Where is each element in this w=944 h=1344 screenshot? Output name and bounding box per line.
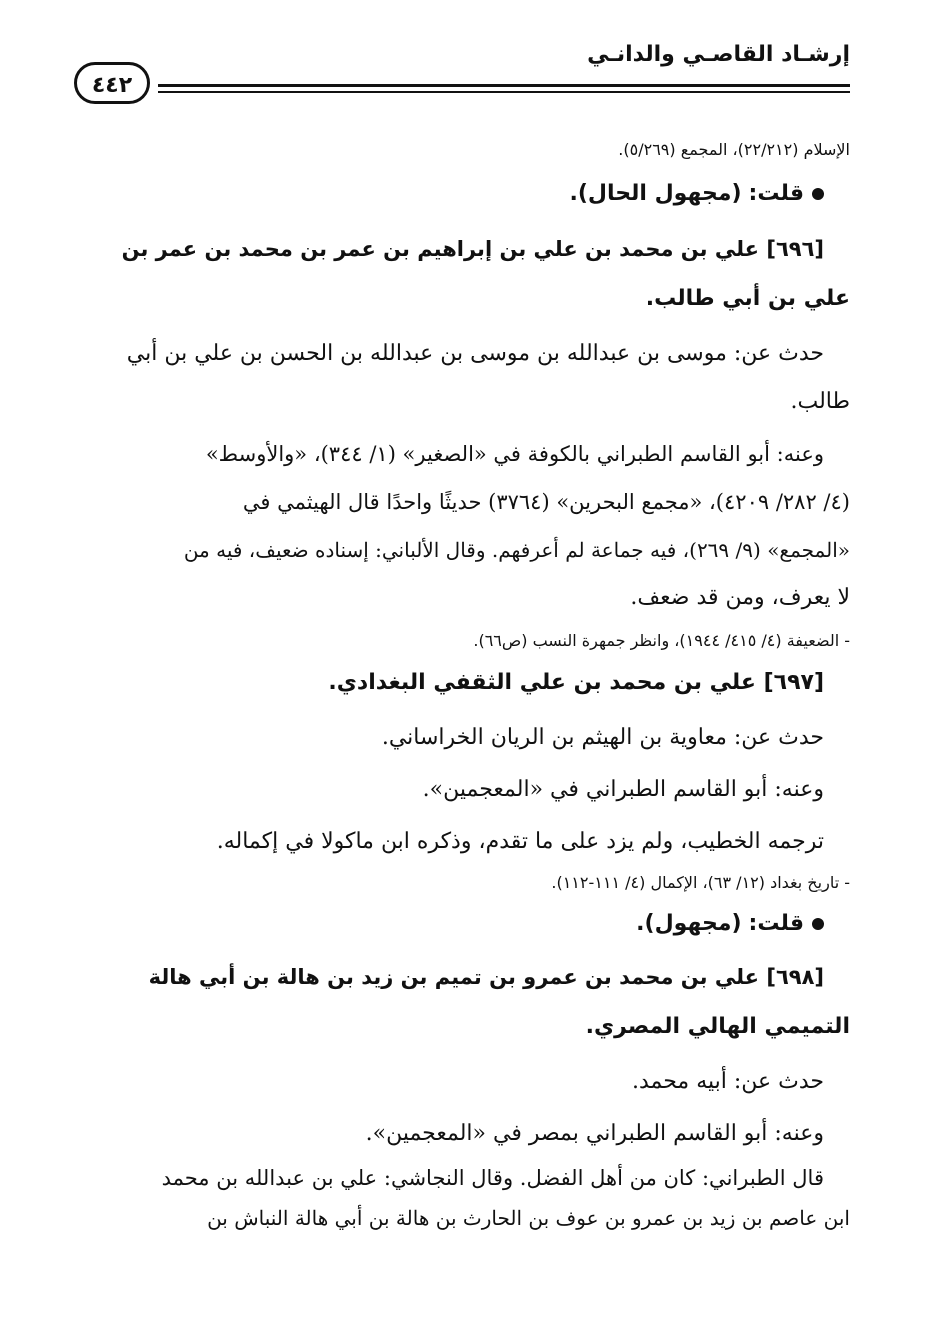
text-line: ابن عاصم بن زيد بن عمرو بن عوف بن الحارث بن هالة بن أبي هالة النباش بن [207, 1206, 850, 1230]
text-line: حدث عن: أبيه محمد. [631, 1069, 824, 1094]
entry-heading-696: [٦٩٦] علي بن محمد بن علي بن إبراهيم بن عمر بن محمد بن عمر بن [121, 237, 824, 261]
text-line: وعنه: أبو القاسم الطبراني بالكوفة في «الصغير» (١/ ٣٤٤)، «والأوسط» [205, 442, 824, 466]
entry-heading-698-cont: التميمي الهالي المصري. [585, 1014, 850, 1039]
note-label: قلت: [748, 181, 804, 206]
footnote-line: الإسلام (٢٢/٢١٢)، المجمع (٥/٢٦٩). [618, 140, 850, 159]
text-line: حدث عن: موسى بن عبدالله بن موسى بن عبدالله بن الحسن بن علي بن أبي [126, 341, 824, 366]
text-line: حدث عن: معاوية بن الهيثم بن الريان الخراساني. [381, 725, 824, 750]
page-header [74, 38, 850, 108]
text-line: لا يعرف، ومن قد ضعف. [630, 585, 850, 610]
bullet-icon [812, 918, 824, 930]
bullet-icon [812, 188, 824, 200]
header-rule-thick [158, 84, 850, 87]
running-title: إرشـاد القاصـي والدانـي [587, 42, 850, 67]
text-line: طالب. [790, 389, 850, 414]
footnote-line: - الضعيفة (٤/ ٤١٥/ ١٩٤٤)، وانظر جمهرة النسب (ص٦٦). [473, 631, 850, 650]
text-line: «المجمع» (٩/ ٢٦٩)، فيه جماعة لم أعرفهم. وقال الألباني: إسناده ضعيف، فيه من [183, 538, 850, 562]
text-line: وعنه: أبو القاسم الطبراني بمصر في «المعجمين». [365, 1121, 824, 1146]
note-label: قلت: [748, 911, 804, 936]
page-body [80, 130, 850, 1238]
header-rule-thin [158, 91, 850, 93]
entry-heading-698: [٦٩٨] علي بن محمد بن عمرو بن تميم بن زيد بن هالة بن أبي هالة [148, 965, 824, 989]
note-text: (مجهول). [636, 911, 742, 936]
text-line: ترجمه الخطيب، ولم يزد على ما تقدم، وذكره ابن ماكولا في إكماله. [216, 829, 824, 854]
text-line: قال الطبراني: كان من أهل الفضل. وقال النجاشي: علي بن عبدالله بن محمد [161, 1166, 824, 1190]
entry-heading-696-cont: علي بن أبي طالب. [645, 286, 850, 311]
footnote-line: - تاريخ بغداد (١٢/ ٦٣)، الإكمال (٤/ ١١١-١١٢). [551, 873, 850, 892]
page-number: ٤٤٢ [74, 62, 150, 104]
note-line [80, 900, 850, 948]
note-text: (مجهول الحال). [569, 181, 742, 206]
note-line [80, 170, 850, 218]
text-line: (٤/ ٢٨٢/ ٤٢٠٩)، «مجمع البحرين» (٣٧٦٤) حديثًا واحدًا قال الهيثمي في [242, 490, 850, 514]
entry-heading-697: [٦٩٧] علي بن محمد بن علي الثقفي البغدادي. [328, 670, 824, 695]
text-line: وعنه: أبو القاسم الطبراني في «المعجمين». [422, 777, 824, 802]
